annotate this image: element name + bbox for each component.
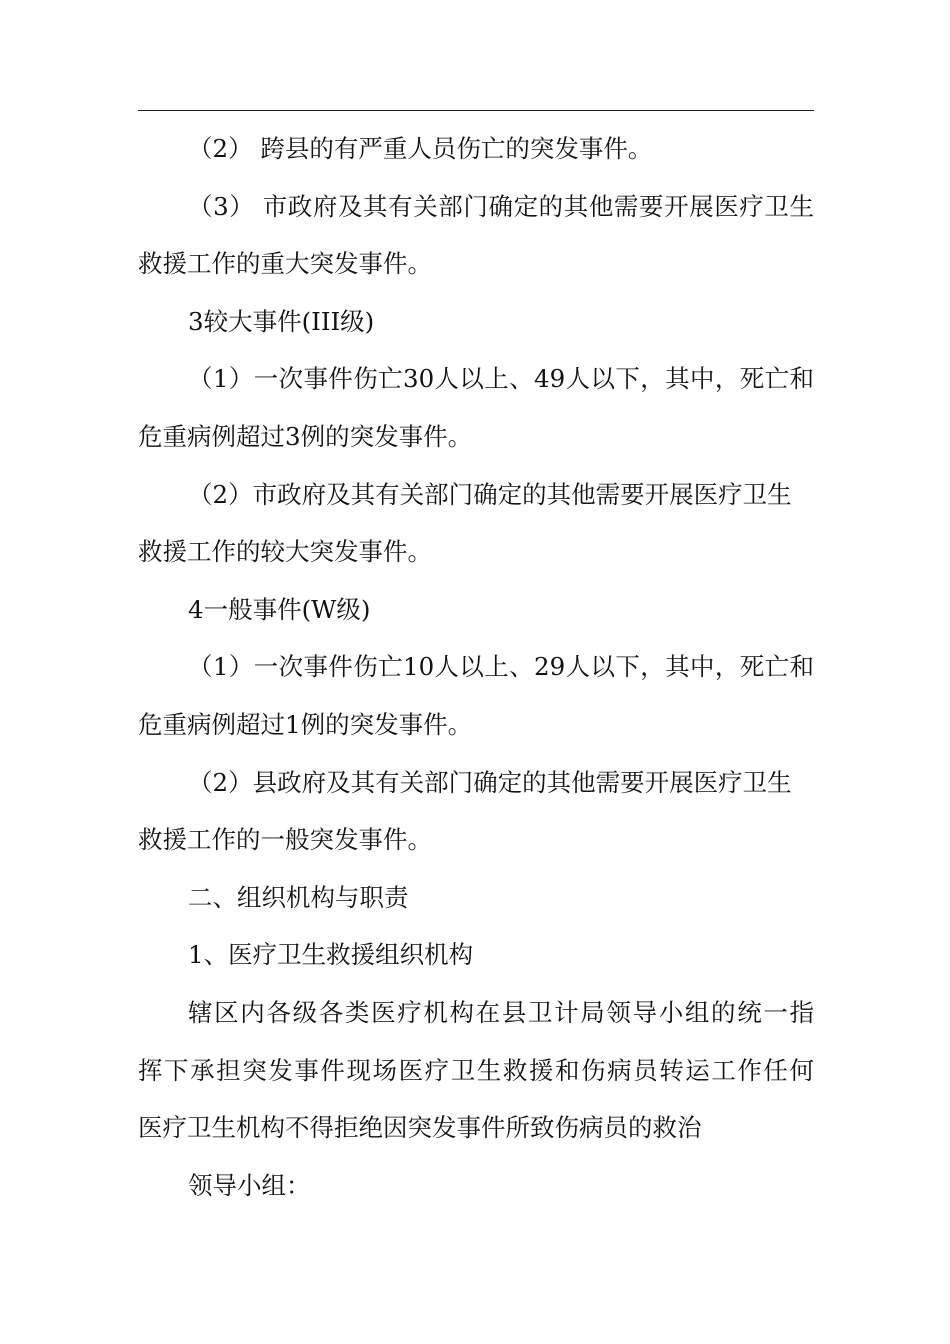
text-line: （2）县政府及其有关部门确定的其他需要开展医疗卫生 xyxy=(188,767,792,797)
section-heading: 3较大事件(III级) xyxy=(188,306,375,336)
text-line: （2）市政府及其有关部门确定的其他需要开展医疗卫生 xyxy=(188,479,792,509)
text-line: 辖区内各级各类医疗机构在县卫计局领导小组的统一指 xyxy=(188,997,814,1027)
text-line: 领导小组： xyxy=(188,1170,311,1200)
document-body xyxy=(138,120,814,1214)
text-line: 危重病例超过3例的突发事件。 xyxy=(138,421,473,451)
text-line: 救援工作的重大突发事件。 xyxy=(138,249,432,279)
section-heading: 4一般事件(W级) xyxy=(188,594,371,624)
text-line: 医疗卫生机构不得拒绝因突发事件所致伤病员的救治 xyxy=(138,1113,702,1143)
text-line: （1）一次事件伤亡30人以上、49人以下，其中，死亡和 xyxy=(188,364,814,394)
text-line: 救援工作的较大突发事件。 xyxy=(138,537,432,567)
header-rule xyxy=(138,110,814,111)
text-line: 危重病例超过1例的突发事件。 xyxy=(138,709,473,739)
text-line: （1）一次事件伤亡10人以上、29人以下，其中，死亡和 xyxy=(188,652,814,682)
text-line: 救援工作的一般突发事件。 xyxy=(138,825,432,855)
text-line: （3） 市政府及其有关部门确定的其他需要开展医疗卫生 xyxy=(188,191,814,221)
section-heading: 二、组织机构与职责 xyxy=(188,882,409,912)
subsection-heading: 1、医疗卫生救援组织机构 xyxy=(188,940,474,970)
text-line: （2） 跨县的有严重人员伤亡的突发事件。 xyxy=(188,134,653,163)
text-line: 挥下承担突发事件现场医疗卫生救援和伤病员转运工作任何 xyxy=(138,1055,814,1085)
